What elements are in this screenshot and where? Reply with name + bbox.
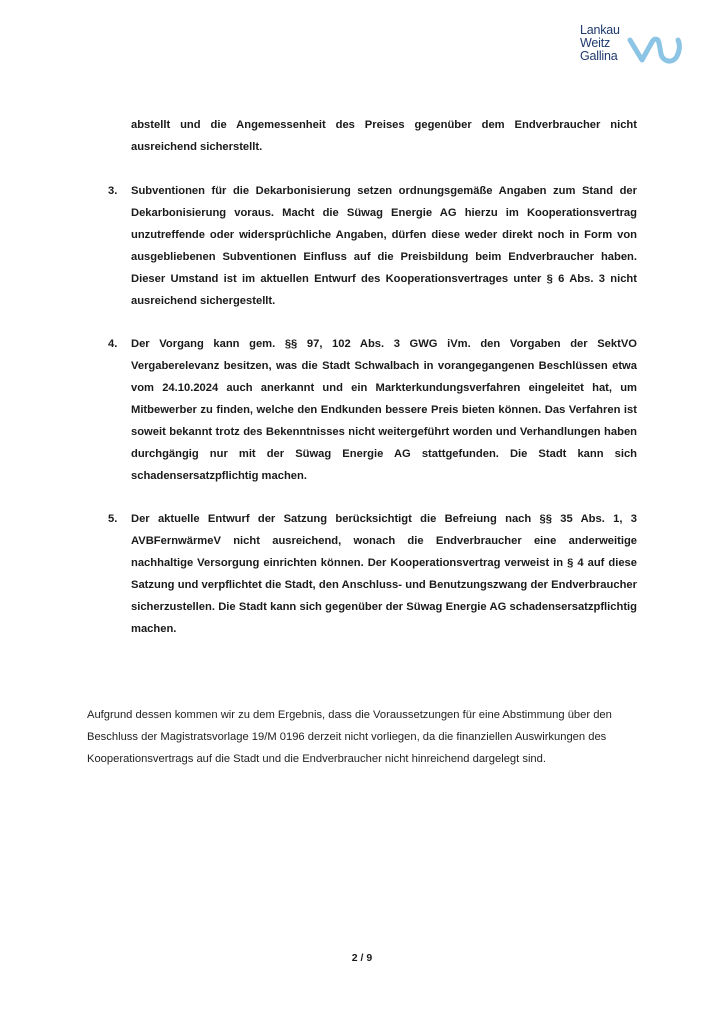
list-item-5 xyxy=(108,508,637,640)
list-item-text: Der aktuelle Entwurf der Satzung berücksichtigt die Befreiung nach §§ 35 Abs. 1, 3 AVBFernwärmeV nicht ausreichend, wonach die Endverbraucher eine anderweitige nachhaltige Versorgung einrichten können. Der Kooperationsvertrag verweist in § 4 auf diese Satzung und verpflichtet die Stadt, den Anschluss- und Benutzungszwang der Endverbraucher sicherzustellen. Die Stadt kann sich gegenüber der Süwag Energie AG schadensersatzpflichtig machen. xyxy=(131,513,637,635)
page-number: 2 / 9 xyxy=(351,952,373,964)
list-item-number: 4. xyxy=(108,338,118,350)
list-item-3 xyxy=(108,180,637,312)
list-item-number: 3. xyxy=(108,185,118,197)
logo-line-2: Weitz xyxy=(580,36,611,50)
logo-wordmark xyxy=(580,24,620,63)
conclusion-paragraph: Aufgrund dessen kommen wir zu dem Ergebnis, dass die Voraussetzungen für eine Abstimmung über den Beschluss der Magistratsvorlage 19/M 0196 derzeit nicht vorliegen, da die finanziellen Auswirkungen des Kooperationsvertrags auf die Stadt und die Endverbraucher nicht hinreichend dargelegt sind. xyxy=(87,709,612,766)
list-item-text: Der Vorgang kann gem. §§ 97, 102 Abs. 3 GWG iVm. den Vorgaben der SektVO Vergaberelevanz besitzen, was die Stadt Schwalbach in vorangegangenen Beschlüssen etwa vom 24.10.2024 auch anerkannt und ein Markterkundungsverfahren eingeleitet hat, um Mitbewerber zu finden, welche den Endkunden bessere Preis bieten können. Das Verfahren ist soweit bekannt trotz des Bekenntnisses nicht weitergeführt worden und Verhandlungen haben durchgängig nur mit der Süwag Energie AG stattgefunden. Die Stadt kann sich schadensersatzpflichtig machen. xyxy=(131,338,637,482)
list-item-text: Subventionen für die Dekarbonisierung setzen ordnungsgemäße Angaben zum Stand der Dekarbonisierung voraus. Macht die Süwag Energie AG hierzu im Kooperationsvertrag unzutreffende oder widersprüchliche Angaben, dürfen diese weder direkt noch in Form von ausgebliebenen Subventionen Einfluss auf die Preisbildung beim Endverbraucher haben. Dieser Umstand ist im aktuellen Entwurf des Kooperationsvertrages unter § 6 Abs. 3 nicht ausreichend sichergestellt. xyxy=(131,185,637,307)
numbered-list xyxy=(108,180,637,661)
list-item-number: 5. xyxy=(108,513,118,525)
list-item-4 xyxy=(108,333,637,487)
wave-vu-icon xyxy=(626,34,686,66)
logo-line-3: Gallina xyxy=(580,49,618,63)
continuation-paragraph: abstellt und die Angemessenheit des Preises gegenüber dem Endverbraucher nicht ausreichend sicherstellt. xyxy=(131,119,637,153)
company-logo xyxy=(580,24,690,68)
logo-line-1: Lankau xyxy=(580,23,620,37)
